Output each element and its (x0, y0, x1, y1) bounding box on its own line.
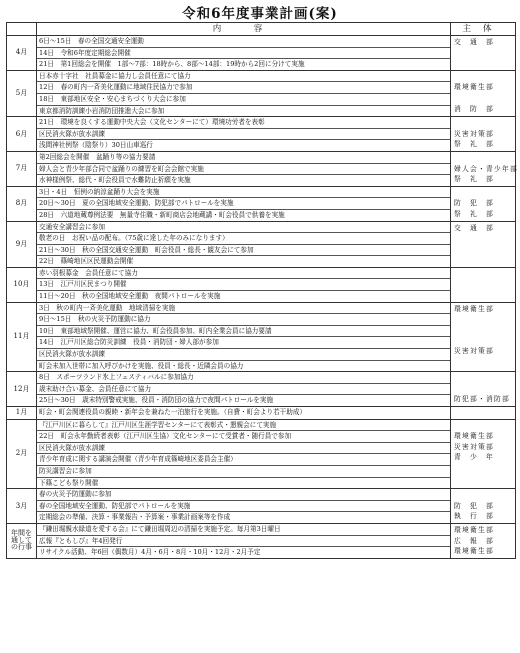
month-cell: 1月 (7, 407, 37, 420)
content-line: 下篠こども祭り開催 (39, 478, 99, 487)
content-cell (37, 419, 451, 489)
content-cell (37, 302, 451, 372)
table-row (7, 372, 516, 407)
month-cell: 7月 (7, 151, 37, 186)
table-row (7, 36, 516, 71)
content-line: 14日 江戸川区総合防災訓練 役員・消防団・婦人部が参加 (37, 337, 450, 349)
month-cell: 4月 (7, 36, 37, 71)
content-cell (37, 407, 451, 420)
table-row (7, 221, 516, 267)
lead-line: 執 行 部 (454, 512, 494, 521)
lead-line (454, 357, 512, 368)
lead-cell (451, 70, 516, 116)
content-line: 広報『ともしび』年4回発行 (37, 536, 450, 548)
table-row (7, 523, 516, 558)
month-cell: 9月 (7, 221, 37, 267)
content-line: 婦人会と青少年部合同で盆踊りの練習を町会会館で実施 (37, 164, 450, 176)
header-lead: 主体 (451, 23, 516, 36)
lead-cell (451, 117, 516, 152)
month-cell: 3月 (7, 489, 37, 524)
content-line: 8日 スポーツランド氷上フェスティバルに参加協力 (37, 372, 450, 384)
content-line: 3日・4日 恒例の納涼盆踊り大会を実施 (37, 187, 450, 199)
month-cell: 5月 (7, 70, 37, 116)
content-line: 第2回総会を開催 盆踊り等の協力要請 (37, 152, 450, 164)
lead-line: 祭 礼 部 (454, 140, 494, 149)
lead-line: 災害対策部 (454, 442, 494, 451)
lead-cell (451, 302, 516, 372)
lead-line (454, 118, 512, 129)
content-cell (37, 523, 451, 558)
lead-line (454, 48, 512, 59)
content-line: 水神様例祭、総代・町会役員で水難防止祈願を実施 (39, 176, 191, 185)
content-line: 町会未加入世帯に加入呼びかけを実施、役員・総長・近隣会員の協力 (39, 361, 244, 370)
table-row (7, 419, 516, 489)
lead-line (454, 373, 512, 384)
content-cell (37, 117, 451, 152)
content-line: 区民消火隊が放水訓練 (37, 443, 450, 455)
table-row (7, 186, 516, 221)
lead-cell (451, 419, 516, 489)
table-row (7, 302, 516, 372)
lead-line (454, 279, 512, 290)
content-cell (37, 151, 451, 186)
table-body (7, 36, 516, 559)
header-month (7, 23, 37, 36)
lead-line (454, 153, 512, 164)
plan-table (6, 22, 516, 559)
content-line: 25日～30日 歳末特別警戒実施、役員・消防団の協力で夜間パトロールを実施 (39, 396, 274, 405)
content-line: 区民消火隊が放水訓練 (37, 129, 450, 141)
lead-line: 防犯部・消防部 (454, 395, 510, 404)
table-header-row (7, 23, 516, 36)
lead-line: 環境衛生部 (454, 547, 494, 556)
content-line: 28日 六道地蔵尊例法要 無量寺住職・新町商店会地蔵講・町会役員で供養を実施 (39, 210, 285, 219)
lead-line: 広 報 部 (454, 536, 494, 545)
lead-line: 環境衛生部 (454, 304, 494, 313)
content-cell (37, 36, 451, 71)
content-line: 10日 東部地域祭開催、運営に協力、町会役員参加、町内全業会員に協力要請 (37, 326, 450, 338)
lead-line (454, 421, 512, 432)
content-line: 敬老の日 お祝い品の配布。（75歳に達した年のみになります） (37, 233, 450, 245)
lead-line (454, 384, 512, 395)
content-line: 14日 令和6年度定期総会開催 (37, 48, 450, 60)
lead-line (454, 335, 512, 346)
lead-line (454, 254, 512, 265)
lead-cell (451, 489, 516, 524)
lead-line: 婦人会・青少年部 (454, 164, 518, 173)
lead-line: 災害対策部 (454, 129, 494, 138)
lead-line: 青 少 年 (454, 453, 494, 462)
lead-line (454, 72, 512, 83)
lead-line (454, 269, 512, 280)
lead-line (454, 244, 512, 255)
lead-line: 防 犯 部 (454, 199, 494, 208)
content-line: 区民消火隊が放水訓練 (37, 349, 450, 361)
lead-cell (451, 151, 516, 186)
lead-line (454, 58, 512, 69)
month-cell: 12月 (7, 372, 37, 407)
lead-cell (451, 523, 516, 558)
lead-line: 交 通 部 (454, 38, 494, 46)
lead-line: 環境衛生部 (454, 83, 494, 92)
lead-line: 消 防 部 (454, 104, 494, 113)
content-cell (37, 267, 451, 302)
content-line: 防災講習会に参加 (37, 466, 450, 478)
content-line: 6日～15日 春の全国交通安全運動 (37, 36, 450, 48)
lead-line (454, 290, 512, 301)
lead-line (454, 325, 512, 336)
content-line: 『江戸川区に暮らして』江戸川区生涯学習センターにて表彰式・懇親会にて実施 (37, 420, 450, 432)
table-row (7, 151, 516, 186)
lead-cell (451, 186, 516, 221)
lead-line (454, 233, 512, 244)
content-line: 20日～30日 夏の全国地域安全運動、防犯部でパトロールを実施 (37, 198, 450, 210)
content-line: 21日 環境を良くする運動中央大会（文化センターにて）環境功労者を表彰 (37, 117, 450, 129)
content-cell (37, 372, 451, 407)
lead-line: 環境衛生部 (454, 525, 494, 534)
content-line: 町会・町会関連役員の親睦・新年会を兼ねた一泊旅行を実施。（自費・町会より若干助成） (39, 408, 307, 416)
table-row (7, 489, 516, 524)
month-cell: 年間を通しての行事 (7, 523, 37, 558)
lead-line (454, 93, 512, 104)
content-line: 定期総会の準備、決算・事業報告・予算案・事業計画案等を作成 (39, 513, 231, 522)
header-content: 内 容 (37, 23, 451, 36)
lead-cell (451, 36, 516, 71)
lead-line: 祭 礼 部 (454, 175, 494, 184)
lead-line (454, 188, 512, 199)
content-line: 9日～15日 秋の火災予防運動に協力 (37, 314, 450, 326)
lead-line: 交 通 部 (454, 223, 494, 232)
lead-cell (451, 407, 516, 420)
month-cell: 8月 (7, 186, 37, 221)
month-cell: 2月 (7, 419, 37, 489)
content-line: 日本赤十字社 社員募金に協力し会員任意にて協力 (37, 71, 450, 83)
month-cell: 10月 (7, 267, 37, 302)
lead-cell (451, 372, 516, 407)
content-line: 浅間神社例祭（陰祭り）30日山車巡行 (39, 141, 153, 150)
content-line: 3日 秋の町内一斉美化運動 地域清掃を実施 (37, 303, 450, 315)
lead-line (454, 314, 512, 325)
lead-line: 災害対策部 (454, 347, 494, 356)
lead-line (454, 463, 512, 474)
content-line: 21日～30日 秋の全国交通安全運動 町会役員・総長・観友会にて参加 (37, 245, 450, 257)
content-line: 13日 江戸川区民まつり開催 (37, 279, 450, 291)
content-line: 18日 東部地区安全・安心まちづくり大会に参加 (37, 94, 450, 106)
content-line: 22日 篠崎地区区民運動会開催 (39, 257, 134, 266)
content-line: 春の火災予防運動に参加 (37, 489, 450, 501)
lead-cell (451, 267, 516, 302)
month-cell: 6月 (7, 117, 37, 152)
table-row (7, 70, 516, 116)
content-line: 『鎌田堀親水緑道を愛する会』にて鎌田堀周辺の清掃を実施予定。毎月第3日曜日 (37, 524, 450, 536)
content-line: 歳末助け合い募金、会員任意にて協力 (37, 384, 450, 396)
content-cell (37, 70, 451, 116)
lead-line: 祭 礼 部 (454, 209, 494, 218)
lead-line (454, 408, 512, 419)
content-line: 青少年育成に関する講演会開催（青少年育成篠崎地区委員会主催） (37, 454, 450, 466)
page-title: 令和6年度事業計画(案) (182, 6, 338, 22)
lead-line (454, 490, 512, 501)
table-row (7, 267, 516, 302)
table-row (7, 407, 516, 420)
table-row (7, 117, 516, 152)
content-line: 東京都消防訓練小岩消防団推進大会に参加 (39, 106, 165, 115)
content-line: 22日 町会永年勤続者表彰（江戸川区生協）文化センターにて受賞者・随行員で参加 (37, 431, 450, 443)
lead-line (454, 474, 512, 485)
lead-line: 防 犯 部 (454, 501, 494, 510)
content-line: 11日～20日 秋の全国地域安全運動 夜間パトロールを実施 (39, 292, 221, 301)
content-line: 春の全国地域安全運動、防犯部でパトロールを実施 (37, 501, 450, 513)
lead-cell (451, 221, 516, 267)
lead-line: 環境衛生部 (454, 432, 494, 441)
content-cell (37, 186, 451, 221)
content-cell (37, 489, 451, 524)
content-line: 21日 第1回総会を開催 1部～7部：18時から、8部～14部：19時から2回に分けて実施 (39, 60, 305, 69)
content-line: 12日 春の町内一斉美化運動に地域住民協力で参加 (37, 82, 450, 94)
content-line: 赤い羽根募金 会員任意にて協力 (37, 268, 450, 280)
month-cell: 11月 (7, 302, 37, 372)
content-cell (37, 221, 451, 267)
content-line: 交通安全講習会に参加 (37, 222, 450, 234)
content-line: リサイクル活動、年6回（偶数月）4月・6月・8月・10月・12月・2月予定 (39, 548, 261, 557)
